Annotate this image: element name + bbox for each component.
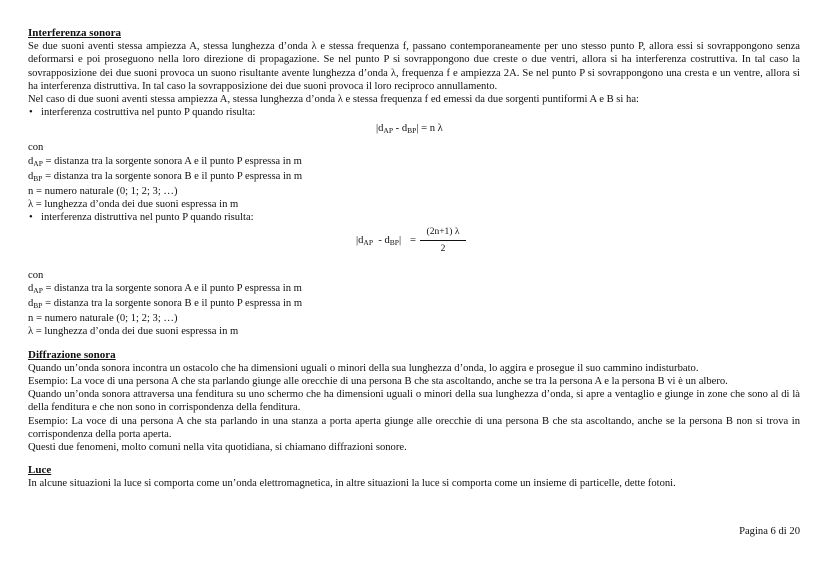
spacer [28, 339, 800, 349]
list2-n: n = numero naturale (0; 1; 2; 3; …) [28, 313, 178, 325]
diffrazione-paragraph-5: Questi due fenomeni, molto comuni nella vita quotidiana, si chiamano diffrazioni sonore. [28, 442, 407, 454]
section-title-diffrazione: Diffrazione sonora [28, 348, 116, 361]
list1-n: n = numero naturale (0; 1; 2; 3; …) [28, 186, 178, 198]
list2-dap [28, 282, 800, 297]
fraction-numerator: (2n+1) λ [420, 226, 466, 241]
fraction-denominator: 2 [440, 243, 446, 254]
var-d: d [28, 155, 34, 167]
definition-text: = distanza tra la sorgente sonora A e il punto P espressa in m [42, 155, 302, 167]
diffrazione-paragraph-3: Quando un’onda sonora attraversa una fenditura su uno schermo che ha dimensioni uguali o minori della sua lunghezza d’onda, si apre a ventaglio e giunge in zone che sono al di là della fenditura e che non sono in corrispondenza della fenditura. [28, 389, 800, 414]
formula-subscript-ap: AP [363, 237, 374, 247]
list1-con: con [28, 142, 44, 154]
formula-subscript-bp: BP [389, 237, 399, 247]
var-d: d [28, 170, 34, 182]
subscript-bp: BP [33, 173, 43, 183]
formula-costruttiva-expression [376, 122, 443, 137]
list2-dbp [28, 297, 800, 312]
formula-subscript-bp: BP [407, 126, 417, 136]
section-title-interferenza: Interferenza sonora [28, 27, 121, 39]
diffrazione-paragraph-4: Esempio: La voce di una persona A che sta parlando in una stanza a porta aperta giunge alle orecchie di una persona B che sta ascoltando, anche se la persona B non si trova in corrispondenza della porta aperta. [28, 415, 800, 440]
interferenza-paragraph-1: Se due suoni aventi stessa ampiezza A, stessa lunghezza d’onda λ e stessa frequenza f, passano contemporaneamente per uno stesso punto P, allora essi si sovrappongono senza deformarsi e poi proseguono nella loro direzione di propagazione. Se nel punto P si sovrappongono due creste o due ventri, allora si ha interferenza costruttiva. In tal caso la sovrapposizione dei due suoni provoca un suono risultante avente lunghezza d’onda λ, frequenza f e ampiezza 2A. Se nel punto P si sovrappongono una cresta e un ventre, allora si ha interferenza distruttiva. In tal caso la sovrapposizione dei due suoni provoca il loro reciproco annullamento. [28, 41, 800, 92]
formula-subscript-ap: AP [383, 126, 394, 136]
definition-text: = distanza tra la sorgente sonora B e il punto P espressa in m [42, 170, 303, 182]
list2-lambda: λ = lunghezza d’onda dei due suoni espressa in m [28, 326, 239, 338]
definition-text: = distanza tra la sorgente sonora B e il punto P espressa in m [42, 298, 303, 310]
bullet-costruttiva: • interferenza costruttiva nel punto P quando risulta: [28, 106, 800, 119]
subscript-ap: AP [33, 158, 43, 168]
formula-distruttiva-lhs [356, 234, 401, 249]
spacer [28, 454, 800, 464]
list2-con: con [28, 269, 44, 281]
subscript-bp: BP [33, 301, 43, 311]
var-d: d [28, 298, 34, 310]
formula-distruttiva [28, 225, 800, 269]
page-number: Pagina 6 di 20 [739, 526, 800, 537]
list1-lambda: λ = lunghezza d’onda dei due suoni espressa in m [28, 199, 239, 211]
list1-dap [28, 155, 800, 170]
page-content [28, 27, 800, 491]
diffrazione-paragraph-1: Quando un’onda sonora incontra un ostacolo che ha dimensioni uguali o minori della sua lunghezza d’onda, lo aggira e prosegue il suo cammino indisturbato. [28, 362, 699, 374]
bullet-distruttiva: • interferenza distruttiva nel punto P quando risulta: [28, 211, 800, 224]
subscript-ap: AP [33, 285, 43, 295]
var-d: d [28, 282, 34, 294]
formula-part: |d [376, 123, 384, 135]
formula-costruttiva [28, 119, 800, 141]
formula-part: | = n λ [416, 123, 443, 135]
formula-part: - d [373, 234, 390, 246]
luce-paragraph-1: In alcune situazioni la luce si comporta come un’onda elettromagnetica, in altre situazioni la luce si comporta come un insieme di particelle, dette fotoni. [28, 478, 676, 490]
formula-part: | [398, 234, 402, 246]
diffrazione-paragraph-2: Esempio: La voce di una persona A che sta parlando giunge alle orecchie di una persona B che sta ascoltando, anche se tra la persona A e la persona B vi è un albero. [28, 376, 728, 388]
interferenza-paragraph-2: Nel caso di due suoni aventi stessa ampiezza A, stessa lunghezza d’onda λ e stessa frequenza f ed emessi da due sorgenti puntiformi A e B si ha: [28, 94, 639, 106]
formula-equals: = [410, 234, 416, 246]
formula-part: - d [393, 123, 408, 135]
definition-text: = distanza tra la sorgente sonora A e il punto P espressa in m [42, 282, 302, 294]
section-title-luce: Luce [28, 464, 52, 477]
list1-dbp [28, 170, 800, 185]
formula-part: |d [356, 234, 364, 246]
formula-fraction [420, 226, 466, 255]
